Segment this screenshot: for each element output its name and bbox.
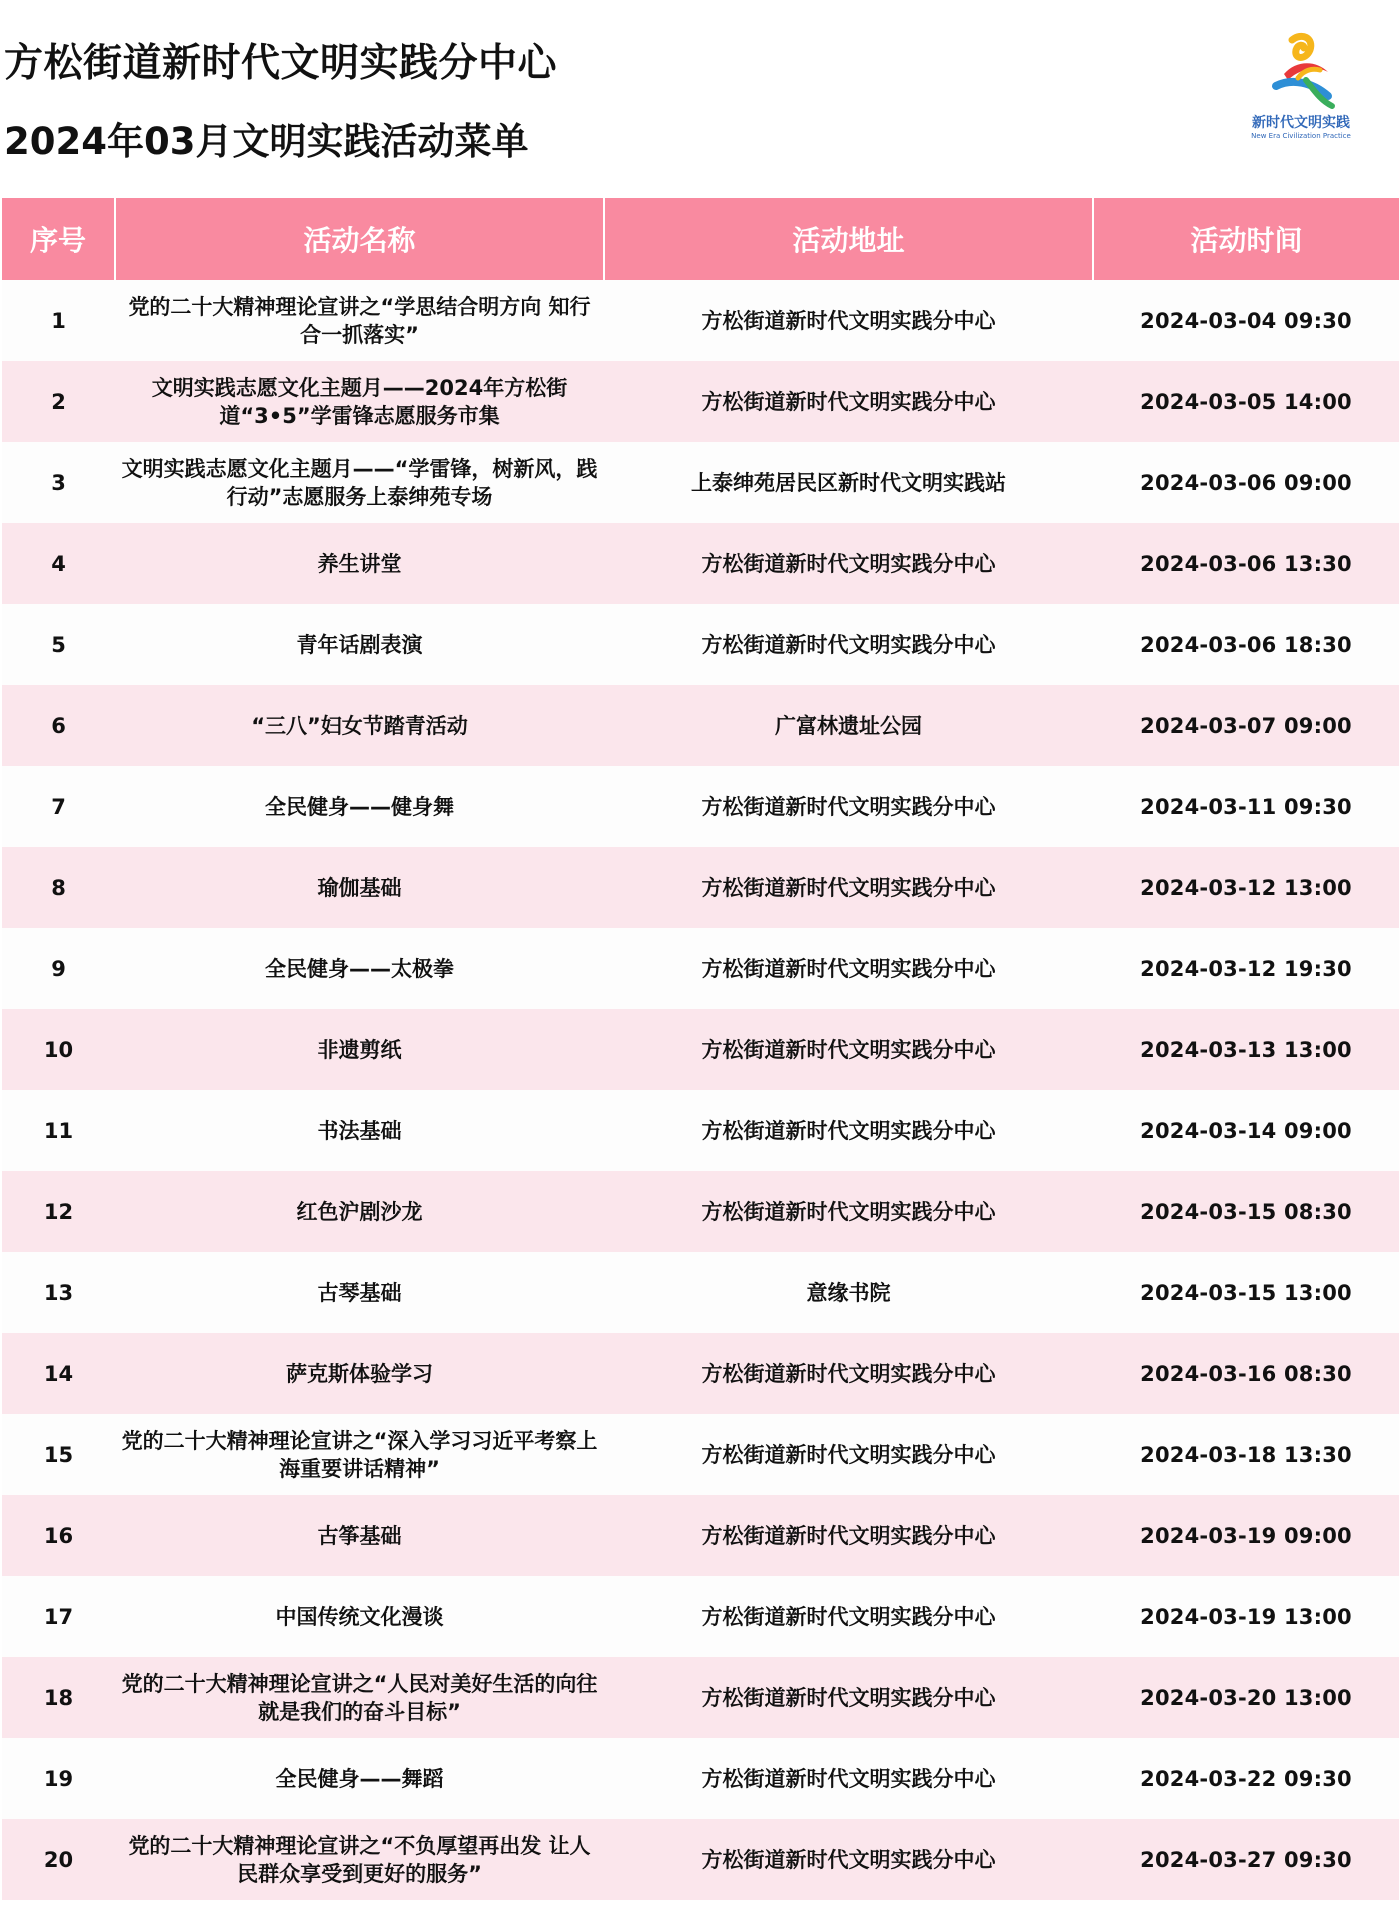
cell-activity-name: 文明实践志愿文化主题月——“学雷锋，树新风，践行动”志愿服务上泰绅苑专场 xyxy=(115,442,604,523)
table-row xyxy=(2,1495,1399,1576)
cell-no: 5 xyxy=(2,604,115,685)
cell-activity-address: 方松街道新时代文明实践分中心 xyxy=(604,928,1093,1009)
table-row xyxy=(2,685,1399,766)
column-header-no: 序号 xyxy=(2,198,115,280)
cell-activity-time: 2024-03-12 13:00 xyxy=(1093,847,1399,928)
cell-activity-name: 文明实践志愿文化主题月——2024年方松街道“3•5”学雷锋志愿服务市集 xyxy=(115,361,604,442)
cell-activity-time: 2024-03-19 13:00 xyxy=(1093,1576,1399,1657)
table-row xyxy=(2,523,1399,604)
column-header-name: 活动名称 xyxy=(115,198,604,280)
cell-activity-time: 2024-03-06 09:00 xyxy=(1093,442,1399,523)
cell-no: 13 xyxy=(2,1252,115,1333)
cell-activity-name: 古琴基础 xyxy=(115,1252,604,1333)
cell-no: 19 xyxy=(2,1738,115,1819)
cell-activity-address: 方松街道新时代文明实践分中心 xyxy=(604,1738,1093,1819)
table-row xyxy=(2,1333,1399,1414)
cell-activity-time: 2024-03-16 08:30 xyxy=(1093,1333,1399,1414)
cell-no: 2 xyxy=(2,361,115,442)
cell-activity-name: 中国传统文化漫谈 xyxy=(115,1576,604,1657)
cell-no: 10 xyxy=(2,1009,115,1090)
cell-activity-address: 方松街道新时代文明实践分中心 xyxy=(604,1333,1093,1414)
cell-no: 18 xyxy=(2,1657,115,1738)
page-title: 方松街道新时代文明实践分中心 xyxy=(4,41,558,86)
cell-activity-name: “三八”妇女节踏青活动 xyxy=(115,685,604,766)
cell-no: 6 xyxy=(2,685,115,766)
cell-activity-address: 方松街道新时代文明实践分中心 xyxy=(604,361,1093,442)
cell-activity-name: 党的二十大精神理论宣讲之“深入学习习近平考察上海重要讲话精神” xyxy=(115,1414,604,1495)
cell-activity-address: 方松街道新时代文明实践分中心 xyxy=(604,1414,1093,1495)
cell-activity-time: 2024-03-06 13:30 xyxy=(1093,523,1399,604)
cell-activity-time: 2024-03-14 09:00 xyxy=(1093,1090,1399,1171)
cell-no: 14 xyxy=(2,1333,115,1414)
cell-no: 17 xyxy=(2,1576,115,1657)
table-row xyxy=(2,1252,1399,1333)
table-row xyxy=(2,1171,1399,1252)
table-row xyxy=(2,1090,1399,1171)
cell-no: 20 xyxy=(2,1819,115,1900)
cell-activity-address: 意缘书院 xyxy=(604,1252,1093,1333)
cell-activity-time: 2024-03-20 13:00 xyxy=(1093,1657,1399,1738)
cell-no: 3 xyxy=(2,442,115,523)
cell-activity-address: 方松街道新时代文明实践分中心 xyxy=(604,1495,1093,1576)
table-body xyxy=(2,280,1399,1900)
cell-activity-name: 书法基础 xyxy=(115,1090,604,1171)
cell-activity-time: 2024-03-15 08:30 xyxy=(1093,1171,1399,1252)
cell-no: 8 xyxy=(2,847,115,928)
cell-activity-name: 非遗剪纸 xyxy=(115,1009,604,1090)
cell-activity-address: 方松街道新时代文明实践分中心 xyxy=(604,523,1093,604)
table-row xyxy=(2,1414,1399,1495)
cell-activity-address: 广富林遗址公园 xyxy=(604,685,1093,766)
cell-activity-name: 全民健身——舞蹈 xyxy=(115,1738,604,1819)
cell-activity-name: 古筝基础 xyxy=(115,1495,604,1576)
page-subtitle: 2024年03月文明实践活动菜单 xyxy=(4,120,529,163)
cell-activity-time: 2024-03-19 09:00 xyxy=(1093,1495,1399,1576)
cell-no: 4 xyxy=(2,523,115,604)
cell-activity-address: 上泰绅苑居民区新时代文明实践站 xyxy=(604,442,1093,523)
cell-activity-name: 青年话剧表演 xyxy=(115,604,604,685)
cell-activity-name: 党的二十大精神理论宣讲之“人民对美好生活的向往就是我们的奋斗目标” xyxy=(115,1657,604,1738)
activity-table xyxy=(2,198,1399,1900)
table-row xyxy=(2,280,1399,361)
cell-no: 1 xyxy=(2,280,115,361)
cell-activity-name: 瑜伽基础 xyxy=(115,847,604,928)
cell-activity-name: 萨克斯体验学习 xyxy=(115,1333,604,1414)
new-era-civilization-practice-logo xyxy=(1236,30,1366,150)
logo-text-cn: 新时代文明实践 xyxy=(1252,115,1350,131)
logo-text-en: New Era Civilization Practice xyxy=(1251,132,1351,140)
table-header-row xyxy=(2,198,1399,280)
cell-activity-time: 2024-03-07 09:00 xyxy=(1093,685,1399,766)
table-row xyxy=(2,1009,1399,1090)
cell-activity-address: 方松街道新时代文明实践分中心 xyxy=(604,847,1093,928)
cell-no: 9 xyxy=(2,928,115,1009)
table-row xyxy=(2,928,1399,1009)
table-row xyxy=(2,442,1399,523)
cell-activity-address: 方松街道新时代文明实践分中心 xyxy=(604,604,1093,685)
cell-activity-time: 2024-03-13 13:00 xyxy=(1093,1009,1399,1090)
cell-activity-address: 方松街道新时代文明实践分中心 xyxy=(604,1576,1093,1657)
cell-no: 7 xyxy=(2,766,115,847)
cell-activity-address: 方松街道新时代文明实践分中心 xyxy=(604,1819,1093,1900)
cell-activity-address: 方松街道新时代文明实践分中心 xyxy=(604,1009,1093,1090)
cell-activity-address: 方松街道新时代文明实践分中心 xyxy=(604,766,1093,847)
cell-activity-time: 2024-03-05 14:00 xyxy=(1093,361,1399,442)
cell-activity-time: 2024-03-04 09:30 xyxy=(1093,280,1399,361)
cell-activity-time: 2024-03-18 13:30 xyxy=(1093,1414,1399,1495)
cell-activity-name: 红色沪剧沙龙 xyxy=(115,1171,604,1252)
table-row xyxy=(2,604,1399,685)
cell-no: 12 xyxy=(2,1171,115,1252)
cell-activity-time: 2024-03-27 09:30 xyxy=(1093,1819,1399,1900)
cell-activity-time: 2024-03-15 13:00 xyxy=(1093,1252,1399,1333)
table-row xyxy=(2,361,1399,442)
cell-no: 11 xyxy=(2,1090,115,1171)
logo-mark-icon xyxy=(1236,30,1366,112)
cell-activity-address: 方松街道新时代文明实践分中心 xyxy=(604,1090,1093,1171)
cell-activity-name: 全民健身——健身舞 xyxy=(115,766,604,847)
table-row xyxy=(2,1819,1399,1900)
column-header-address: 活动地址 xyxy=(604,198,1093,280)
cell-activity-name: 养生讲堂 xyxy=(115,523,604,604)
cell-activity-time: 2024-03-12 19:30 xyxy=(1093,928,1399,1009)
table-row xyxy=(2,1738,1399,1819)
cell-activity-name: 全民健身——太极拳 xyxy=(115,928,604,1009)
table-row xyxy=(2,1576,1399,1657)
cell-activity-address: 方松街道新时代文明实践分中心 xyxy=(604,1171,1093,1252)
cell-activity-address: 方松街道新时代文明实践分中心 xyxy=(604,280,1093,361)
cell-activity-name: 党的二十大精神理论宣讲之“不负厚望再出发 让人民群众享受到更好的服务” xyxy=(115,1819,604,1900)
cell-no: 15 xyxy=(2,1414,115,1495)
cell-activity-address: 方松街道新时代文明实践分中心 xyxy=(604,1657,1093,1738)
column-header-time: 活动时间 xyxy=(1093,198,1399,280)
cell-activity-time: 2024-03-11 09:30 xyxy=(1093,766,1399,847)
table-row xyxy=(2,766,1399,847)
cell-no: 16 xyxy=(2,1495,115,1576)
cell-activity-time: 2024-03-22 09:30 xyxy=(1093,1738,1399,1819)
cell-activity-name: 党的二十大精神理论宣讲之“学思结合明方向 知行合一抓落实” xyxy=(115,280,604,361)
table-row xyxy=(2,847,1399,928)
cell-activity-time: 2024-03-06 18:30 xyxy=(1093,604,1399,685)
table-row xyxy=(2,1657,1399,1738)
